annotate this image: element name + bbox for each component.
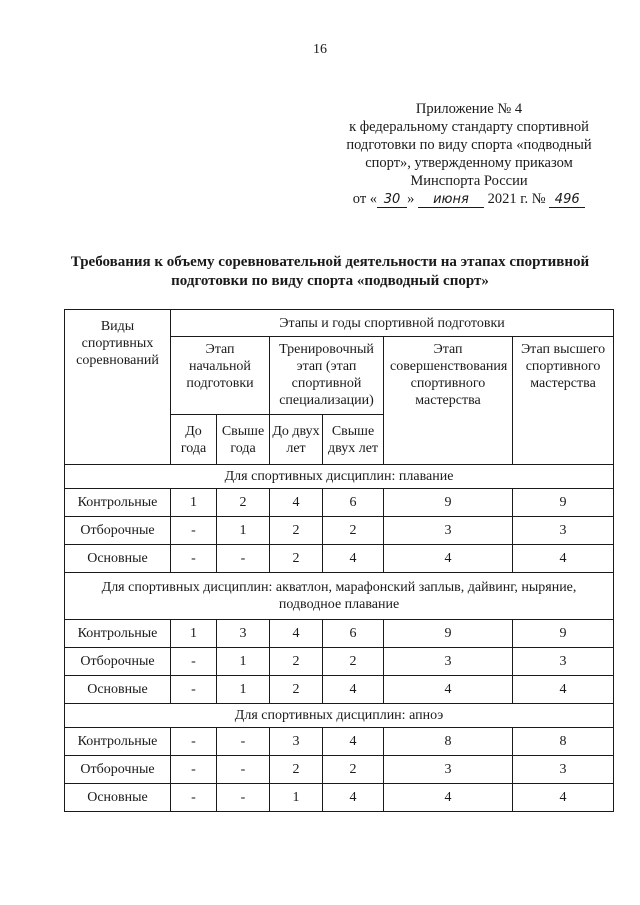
table-row [65, 648, 614, 676]
order-month: июня [418, 193, 484, 208]
header-over-two-years: Свыше двух лет [323, 415, 384, 465]
header-stages: Этапы и годы спортивной подготовки [171, 310, 614, 337]
header-stage-training: Тренировочный этап (этап спортивной специализации) [270, 337, 384, 415]
table-row [65, 517, 614, 545]
cell-upto-two: 2 [270, 676, 323, 704]
cell-over-year: - [217, 728, 270, 756]
row-label: Основные [65, 784, 171, 812]
header-stage-highest: Этап высшего спортивного мастерства [513, 337, 614, 465]
row-label: Контрольные [65, 728, 171, 756]
appendix-line-4: спорт», утвержденному приказом [365, 155, 573, 171]
row-label: Отборочные [65, 648, 171, 676]
title-line-2: подготовки по виду спорта «подводный спорт» [171, 273, 489, 289]
appendix-date-line [340, 190, 598, 208]
order-day: 30 [377, 193, 407, 208]
cell-upto-two: 3 [270, 728, 323, 756]
cell-highest: 9 [513, 620, 614, 648]
table-row [65, 545, 614, 573]
cell-over-two: 2 [323, 517, 384, 545]
table-row [65, 784, 614, 812]
cell-highest: 4 [513, 676, 614, 704]
cell-upto-two: 1 [270, 784, 323, 812]
cell-upto-two: 4 [270, 620, 323, 648]
appendix-line-5: Минспорта России [410, 173, 528, 189]
header-upto-two-years: До двух лет [270, 415, 323, 465]
cell-improvement: 4 [384, 784, 513, 812]
appendix-line-2: к федеральному стандарту спортивной [349, 119, 589, 135]
cell-over-two: 6 [323, 620, 384, 648]
row-label: Контрольные [65, 489, 171, 517]
cell-upto-year: - [171, 517, 217, 545]
header-stage-improvement: Этап совершенствования спортивного мастерства [384, 337, 513, 465]
table-row [65, 489, 614, 517]
cell-improvement: 3 [384, 756, 513, 784]
cell-over-year: - [217, 756, 270, 784]
order-year: 2021 г. № [487, 191, 546, 207]
cell-over-two: 2 [323, 756, 384, 784]
document-title [50, 253, 610, 291]
cell-upto-two: 2 [270, 545, 323, 573]
cell-highest: 4 [513, 545, 614, 573]
row-label: Контрольные [65, 620, 171, 648]
cell-improvement: 9 [384, 620, 513, 648]
cell-over-year: - [217, 784, 270, 812]
cell-upto-year: - [171, 545, 217, 573]
section-aquathlon-diving [65, 573, 614, 704]
cell-upto-year: - [171, 784, 217, 812]
header-over-year: Свыше года [217, 415, 270, 465]
cell-improvement: 8 [384, 728, 513, 756]
cell-upto-two: 4 [270, 489, 323, 517]
cell-over-year: 1 [217, 517, 270, 545]
table-row [65, 676, 614, 704]
cell-upto-year: - [171, 676, 217, 704]
cell-improvement: 4 [384, 676, 513, 704]
section-apnea [65, 704, 614, 812]
cell-upto-year: - [171, 756, 217, 784]
table-row [65, 728, 614, 756]
page-number: 16 [313, 42, 327, 57]
cell-improvement: 3 [384, 517, 513, 545]
date-mid: » [407, 191, 415, 207]
header-upto-year: До года [171, 415, 217, 465]
section-swimming [65, 465, 614, 573]
cell-upto-year: 1 [171, 489, 217, 517]
cell-improvement: 4 [384, 545, 513, 573]
cell-highest: 3 [513, 648, 614, 676]
cell-highest: 3 [513, 756, 614, 784]
section-title: Для спортивных дисциплин: акватлон, марафонский заплыв, дайвинг, ныряние, подводное плавание [65, 573, 614, 620]
cell-upto-year: 1 [171, 620, 217, 648]
cell-highest: 9 [513, 489, 614, 517]
cell-over-year: 3 [217, 620, 270, 648]
cell-upto-year: - [171, 728, 217, 756]
date-prefix: от « [352, 191, 378, 207]
requirements-table [64, 309, 614, 812]
cell-improvement: 9 [384, 489, 513, 517]
appendix-line-1: Приложение № 4 [415, 101, 523, 117]
cell-upto-year: - [171, 648, 217, 676]
table-row [65, 620, 614, 648]
appendix-line-3: подготовки по виду спорта «подводный [346, 137, 592, 153]
cell-over-year: - [217, 545, 270, 573]
header-stage-initial: Этап начальной подготовки [171, 337, 270, 415]
cell-upto-two: 2 [270, 648, 323, 676]
cell-highest: 8 [513, 728, 614, 756]
cell-upto-two: 2 [270, 756, 323, 784]
cell-over-two: 4 [323, 784, 384, 812]
row-label: Отборочные [65, 517, 171, 545]
cell-upto-two: 2 [270, 517, 323, 545]
order-number: 496 [549, 193, 585, 208]
cell-over-year: 2 [217, 489, 270, 517]
cell-over-year: 1 [217, 648, 270, 676]
section-title: Для спортивных дисциплин: плавание [65, 465, 614, 489]
cell-over-two: 6 [323, 489, 384, 517]
cell-highest: 4 [513, 784, 614, 812]
cell-over-two: 4 [323, 728, 384, 756]
row-label: Отборочные [65, 756, 171, 784]
cell-highest: 3 [513, 517, 614, 545]
cell-over-two: 4 [323, 545, 384, 573]
appendix-block [340, 100, 598, 208]
cell-over-two: 2 [323, 648, 384, 676]
cell-over-year: 1 [217, 676, 270, 704]
row-label: Основные [65, 545, 171, 573]
table-header [65, 310, 614, 465]
cell-over-two: 4 [323, 676, 384, 704]
row-label: Основные [65, 676, 171, 704]
header-competition-kinds: Виды спортивных соревнований [65, 310, 171, 465]
title-line-1: Требования к объему соревновательной деятельности на этапах спортивной [70, 254, 590, 270]
table-row [65, 756, 614, 784]
section-title: Для спортивных дисциплин: апноэ [65, 704, 614, 728]
cell-improvement: 3 [384, 648, 513, 676]
